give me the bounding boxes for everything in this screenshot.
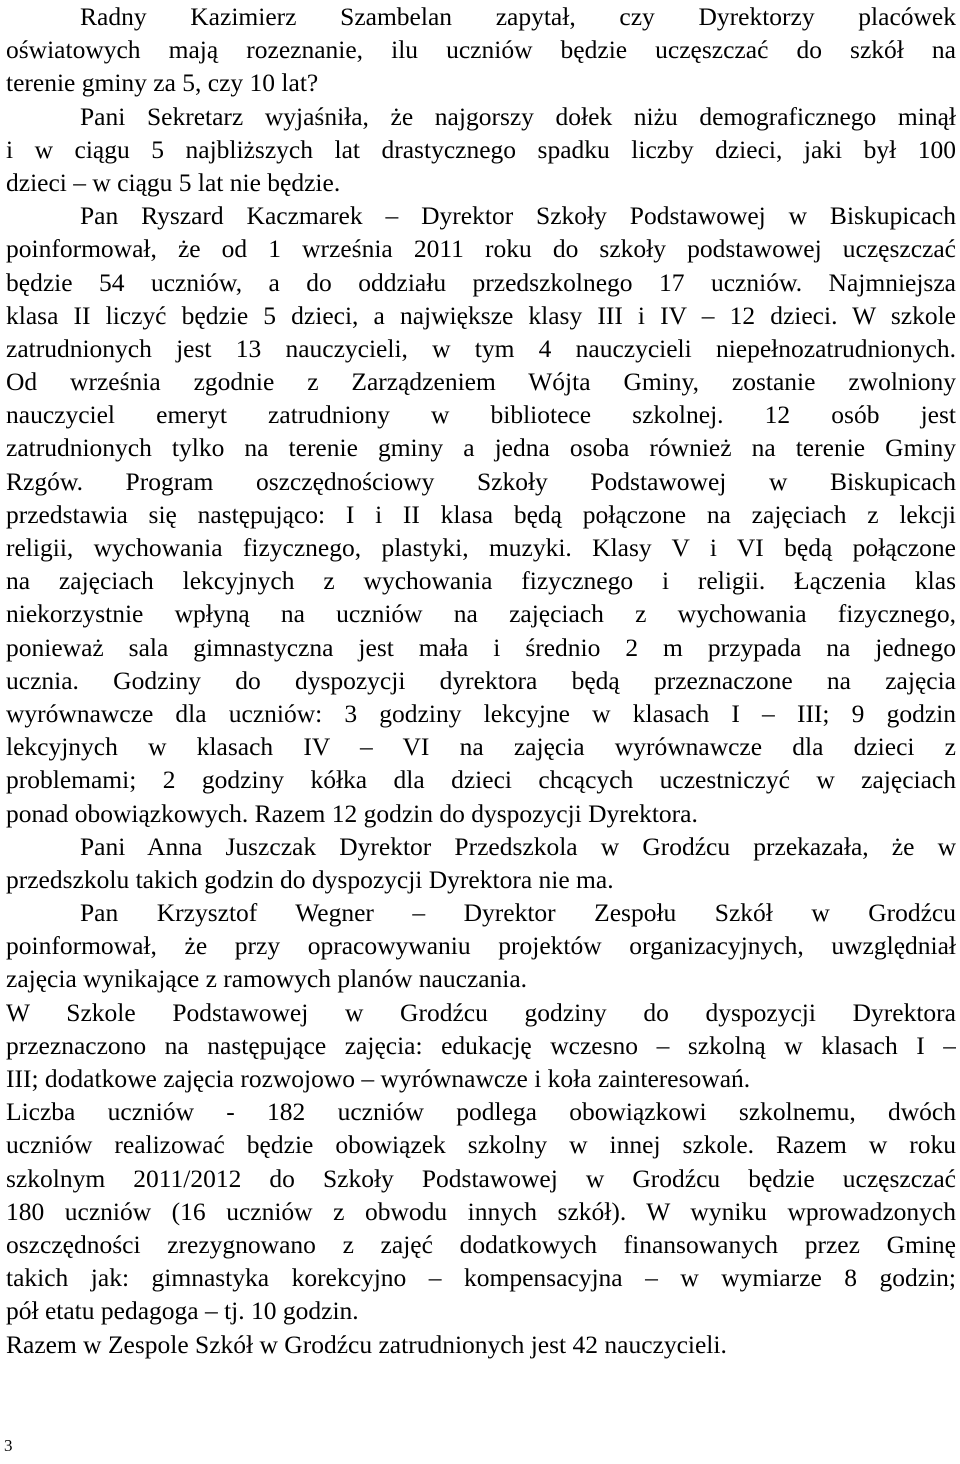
text-line: 180 uczniów (16 uczniów z obwodu innych szkół). W wyniku wprowadzonych xyxy=(6,1196,956,1226)
text-line: klasa II liczyć będzie 5 dzieci, a największe klasy III i IV – 12 dzieci. W szkole xyxy=(6,300,956,330)
text-line: pół etatu pedagoga – tj. 10 godzin. xyxy=(6,1296,359,1326)
text-line: ponieważ sala gimnastyczna jest mała i średnio 2 m przypada na jednego xyxy=(6,632,956,662)
text-line: przeznaczono na następujące zajęcia: edukację wczesno – szkolną w klasach I – xyxy=(6,1030,956,1060)
text-line: oświatowych mają rozeznanie, ilu uczniów będzie uczęszczać do szkół na xyxy=(6,35,956,65)
text-line: oszczędności zrezygnowano z zajęć dodatkowych finansowanych przez Gminę xyxy=(6,1229,956,1259)
text-line: poinformował, że przy opracowywaniu projektów organizacyjnych, uwzględniał xyxy=(6,931,956,961)
text-line: Rzgów. Program oszczędnościowy Szkoły Podstawowej w Biskupicach xyxy=(6,466,956,496)
text-line: Radny Kazimierz Szambelan zapytał, czy Dyrektorzy placówek xyxy=(80,2,956,31)
text-line: wyrównawcze dla uczniów: 3 godziny lekcyjne w klasach I – III; 9 godzin xyxy=(6,698,956,728)
text-line: na zajęciach lekcyjnych z wychowania fizycznego i religii. Łączenia klas xyxy=(6,566,956,596)
text-line: dzieci – w ciągu 5 lat nie będzie. xyxy=(6,167,341,197)
text-line: zatrudnionych tylko na terenie gminy a jedna osoba również na terenie Gminy xyxy=(6,433,956,463)
text-line: zajęcia wynikające z ramowych planów nauczania. xyxy=(6,964,528,994)
text-line: niekorzystnie wpłyną na uczniów na zajęciach z wychowania fizycznego, xyxy=(6,599,956,629)
text-line: zatrudnionych jest 13 nauczycieli, w tym 4 nauczycieli niepełnozatrudnionych. xyxy=(6,333,956,363)
text-line: Pan Krzysztof Wegner – Dyrektor Zespołu Szkół w Grodźcu xyxy=(80,898,956,928)
text-line: ponad obowiązkowych. Razem 12 godzin do dyspozycji Dyrektora. xyxy=(6,798,698,828)
text-line: religii, wychowania fizycznego, plastyki, muzyki. Klasy V i VI będą połączone xyxy=(6,533,956,562)
text-line: i w ciągu 5 najbliższych lat drastycznego spadku liczby dzieci, jaki był 100 xyxy=(6,134,956,164)
text-line: Od września zgodnie z Zarządzeniem Wójta Gminy, zostanie zwolniony xyxy=(6,367,956,397)
text-line: III; dodatkowe zajęcia rozwojowo – wyrównawcze i koła zainteresowań. xyxy=(6,1064,751,1093)
text-line: Razem w Zespole Szkół w Grodźcu zatrudnionych jest 42 nauczycieli. xyxy=(6,1329,727,1359)
text-line: Liczba uczniów - 182 uczniów podlega obowiązkowi szkolnemu, dwóch xyxy=(6,1097,956,1127)
text-line: przedstawia się następująco: I i II klasa będą połączone na zajęciach z lekcji xyxy=(6,499,956,529)
text-line: lekcyjnych w klasach IV – VI na zajęcia wyrównawcze dla dzieci z xyxy=(6,732,956,762)
text-line: ucznia. Godziny do dyspozycji dyrektora będą przeznaczone na zajęcia xyxy=(6,665,956,695)
text-line: szkolnym 2011/2012 do Szkoły Podstawowej w Grodźcu będzie uczęszczać xyxy=(6,1163,956,1193)
text-line: przedszkolu takich godzin do dyspozycji Dyrektora nie ma. xyxy=(6,864,614,894)
text-line: nauczyciel emeryt zatrudniony w bibliotece szkolnej. 12 osób jest xyxy=(6,400,956,430)
text-line: problemami; 2 godziny kółka dla dzieci chcących uczestniczyć w zajęciach xyxy=(6,765,956,795)
text-line: uczniów realizować będzie obowiązek szkolny w innej szkole. Razem w roku xyxy=(6,1130,956,1160)
text-line: takich jak: gimnastyka korekcyjno – kompensacyjna – w wymiarze 8 godzin; xyxy=(6,1263,956,1293)
text-line: Pan Ryszard Kaczmarek – Dyrektor Szkoły Podstawowej w Biskupicach xyxy=(80,201,956,231)
text-line: W Szkole Podstawowej w Grodźcu godziny do dyspozycji Dyrektora xyxy=(6,997,956,1027)
text-line: Pani Anna Juszczak Dyrektor Przedszkola w Grodźcu przekazała, że w xyxy=(80,831,956,861)
page-number: 3 xyxy=(4,1436,13,1455)
text-line: będzie 54 uczniów, a do oddziału przedszkolnego 17 uczniów. Najmniejsza xyxy=(6,267,956,297)
text-line: poinformował, że od 1 września 2011 roku do szkoły podstawowej uczęszczać xyxy=(6,234,956,264)
text-line: Pani Sekretarz wyjaśniła, że najgorszy dołek niżu demograficznego minął xyxy=(80,101,956,131)
text-line: terenie gminy za 5, czy 10 lat? xyxy=(6,68,319,98)
document-body xyxy=(6,0,956,1361)
